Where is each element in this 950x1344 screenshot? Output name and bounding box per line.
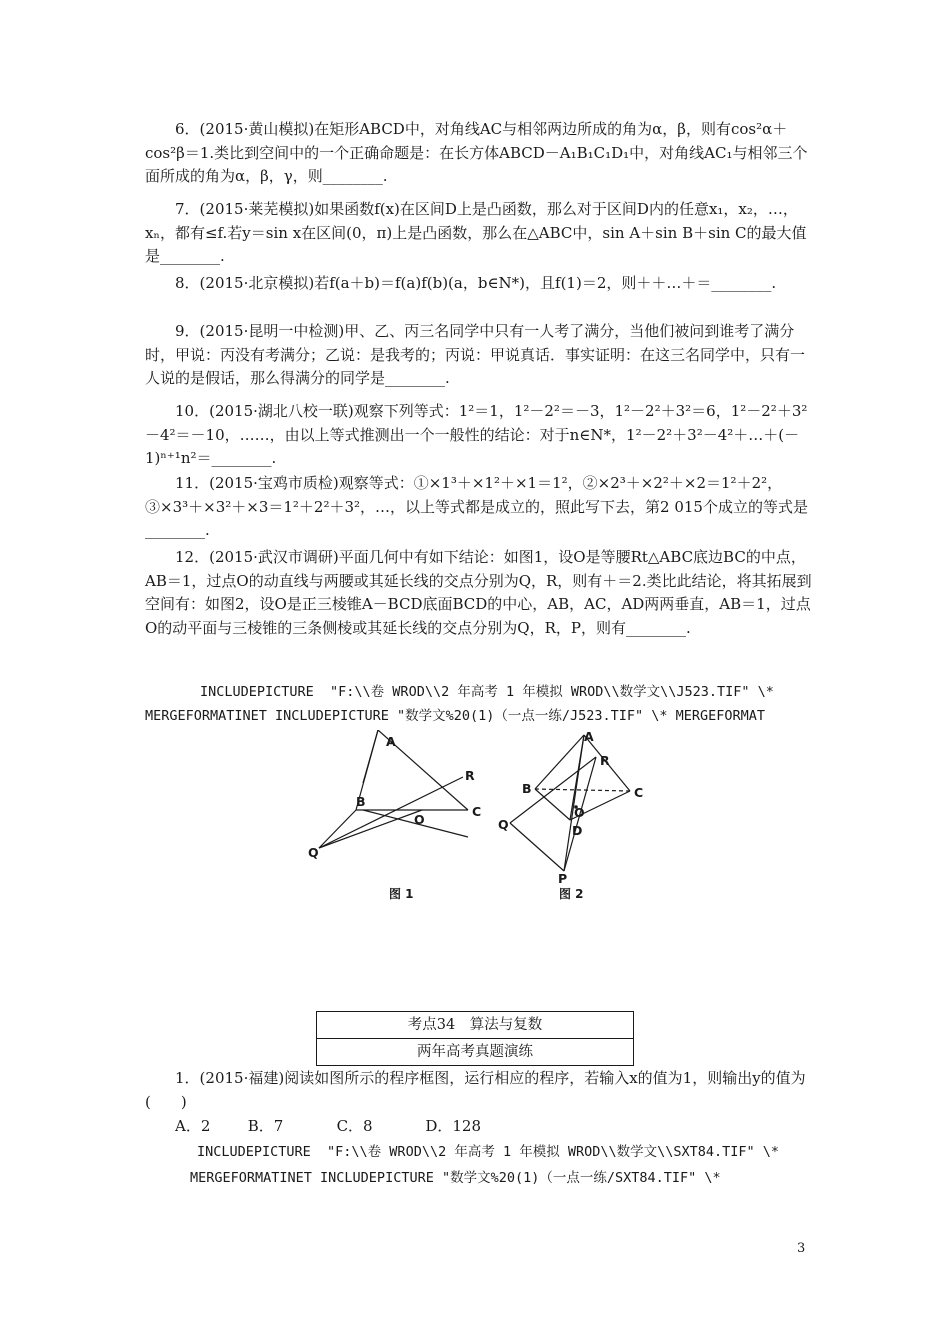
problem-11: 11．(2015·宝鸡市质检)观察等式：①×1³＋×1²＋×1＝1²，②×2³＋×2²＋×2＝1²＋2²，③×3³＋×3²＋×3＝1²＋2²＋3²，…，以上等式都是成立的，照此写下去，第2 015个成立的等式是________. (145, 474, 808, 539)
label-P: P (558, 871, 568, 885)
label-O: O (414, 812, 425, 827)
edge-AP (564, 735, 584, 871)
page-number: 3 (797, 1241, 806, 1256)
label-C: C (472, 804, 482, 819)
figure-1-triangle (300, 730, 510, 870)
edge-BC (535, 789, 630, 791)
problem-6: 6．(2015·黄山模拟)在矩形ABCD中，对角线AC与相邻两边所成的角为α，β，则有cos²α＋cos²β＝1.类比到空间中的一个正确命题是：在长方体ABCD－A₁B₁C₁D₁中，对角线AC₁与相邻三个面所成的角为α，β，γ，则________. (145, 120, 808, 185)
choice-b: B．7 (247, 1117, 284, 1135)
label-A: A (386, 734, 396, 749)
problem-12: 12．(2015·武汉市调研)平面几何中有如下结论：如图1，设O是等腰Rt△ABC底边BC的中点，AB＝1，过点O的动直线与两腰或其延长线的交点分别为Q，R，则有＋＝2.类比此结论，将其拓展到空间有：如图2，设O是正三棱锥A－BCD底面BCD的中心，AB，AC，AD两两垂直，AB＝1，过点O的动平面与三棱锥的三条侧棱或其延长线的交点分别为Q，R，P，则有________. (145, 548, 812, 637)
problem-9: 9．(2015·昆明一中检测)甲、乙、丙三名同学中只有一人考了满分，当他们被问到谁考了满分时，甲说：丙没有考满分；乙说：是我考的；丙说：甲说真话．事实证明：在这三名同学中，只有一人说的是假话，那么得满分的同学是________. (145, 322, 806, 387)
question-1-stem: 1．(2015·福建)阅读如图所示的程序框图，运行相应的程序，若输入x的值为1，则输出y的值为( ) (145, 1069, 806, 1111)
field-code-line: MERGEFORMATINET INCLUDEPICTURE "数学文%20(1)（一点一练/J523.TIF" \* MERGEFORMAT (145, 708, 766, 724)
problem-8: 8．(2015·北京模拟)若f(a＋b)＝f(a)f(b)(a，b∈N*)，且f(1)＝2，则＋＋…＋＝________. (175, 274, 777, 292)
choice-a: A．2 (175, 1117, 211, 1135)
problem-10: 10．(2015·湖北八校一联)观察下列等式：1²＝1，1²－2²＝－3，1²－2²＋3²＝6，1²－2²＋3²－4²＝－10，……，由以上等式推测出一个一般性的结论：对于n∈N*，1²－2²＋3²－4²＋…＋(－1)ⁿ⁺¹n²＝________. (145, 402, 808, 467)
label-B: B (356, 794, 366, 809)
line-QB (319, 810, 356, 848)
line-QO (319, 810, 422, 848)
field-code-line: MERGEFORMATINET INCLUDEPICTURE "数学文%20(1)（一点一练/SXT84.TIF" \* (190, 1170, 721, 1186)
label-A: A (584, 729, 594, 744)
edge-BD (535, 789, 570, 820)
choice-d: D．128 (425, 1117, 482, 1135)
problem-7: 7．(2015·莱芜模拟)如果函数f(x)在区间D上是凸函数，那么对于区间D内的任意x₁，x₂，…，xₙ，都有≤f.若y＝sin x在区间(0，π)上是凸函数，那么在△ABC中，sin A＋sin B＋sin C的最大值是________. (145, 200, 807, 265)
label-C: C (634, 785, 644, 800)
line-QR (319, 777, 463, 848)
section-title: 考点34 算法与复数 (317, 1012, 633, 1039)
figure-2-pyramid (490, 725, 660, 885)
label-B: B (522, 781, 532, 796)
label-Q: Q (498, 817, 509, 832)
question-1-choices (175, 1115, 843, 1139)
field-code-line: INCLUDEPICTURE "F:\\卷 WROD\\2 年高考 1 年模拟 WROD\\数学文\\J523.TIF" \* (200, 684, 774, 700)
figure-1-caption: 图 1 (389, 887, 414, 901)
section-subtitle: 两年高考真题演练 (417, 1044, 533, 1060)
label-R: R (465, 768, 475, 783)
choice-c: C．8 (336, 1117, 373, 1135)
line-QP (510, 823, 564, 871)
label-Q: Q (308, 845, 319, 860)
field-code-line: INCLUDEPICTURE "F:\\卷 WROD\\2 年高考 1 年模拟 WROD\\数学文\\SXT84.TIF" \* (197, 1144, 780, 1160)
label-R: R (600, 753, 610, 768)
label-D: D (572, 823, 583, 838)
section-box (316, 1011, 634, 1066)
figure-2-caption: 图 2 (559, 887, 584, 901)
label-O: O (574, 805, 585, 820)
